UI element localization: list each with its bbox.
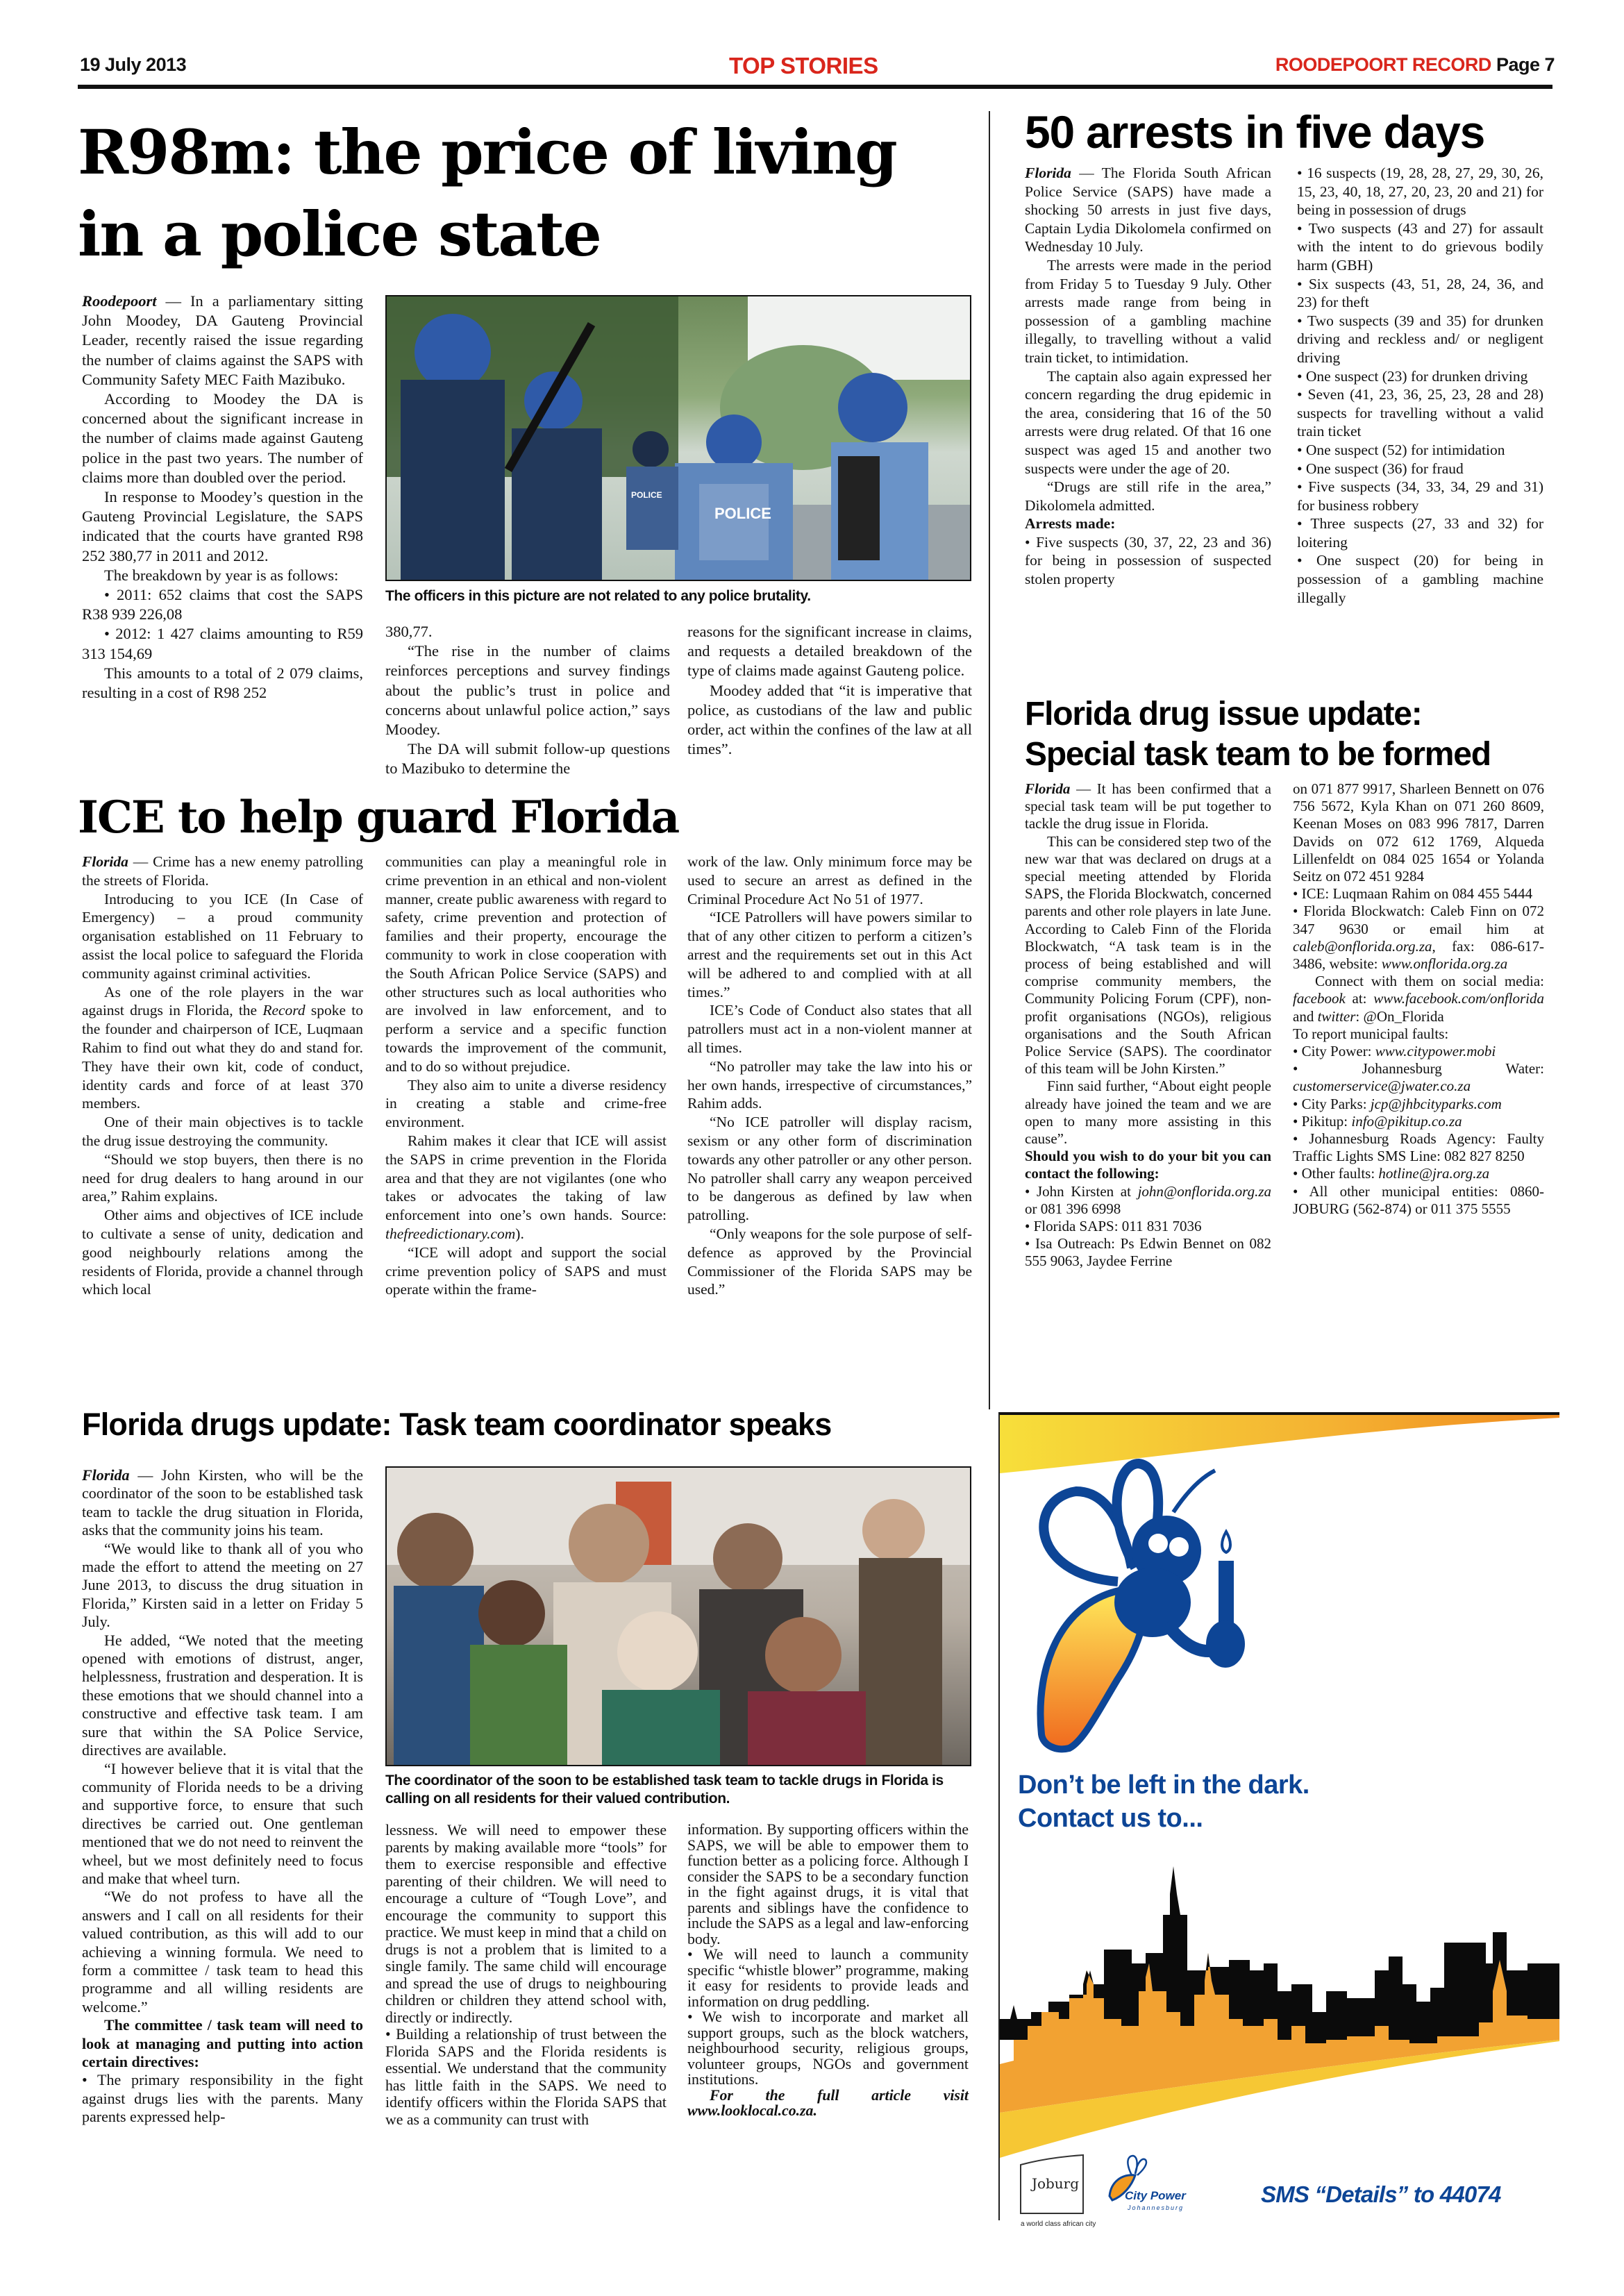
meeting-photo	[385, 1466, 971, 1766]
story3-col2	[385, 853, 667, 1299]
contact-item: • John Kirsten at john@onflorida.org.za or 081 396 6998	[1025, 1182, 1271, 1217]
paragraph: The arrests were made in the period from Friday 5 to Tuesday 9 July. Other arrests made range from being in possession of a gambling machine illegally, to travelling without a valid train ticket, to intimidation.	[1025, 256, 1271, 366]
paragraph: The breakdown by year is as follows:	[104, 566, 339, 584]
website-link[interactable]: www.citypower.mobi	[1375, 1043, 1496, 1060]
paragraph: communities can play a meaningful role in crime prevention in an ethical and non-violent manner, create public awareness with regard to safety, crime prevention and protection of families and their property, encourage the community to work in close cooperation with the South African Police Service (SAPS) and other structures such as local authorities who are involved in law enforcement, and to perform a service and a specific function towards the improvement of the communit, and to do so without prejudice.	[385, 853, 667, 1075]
arrests-heading: Arrests made:	[1025, 515, 1116, 533]
story5-col3	[687, 1822, 969, 2119]
paragraph: work of the law. Only minimum force may be used to secure an arrest as defined in the Criminal Procedure Act No 51 of 1977.	[687, 853, 972, 907]
story2-lead: Florida — The Florida South African Police Service (SAPS) have made a shocking 50 arrests in just five days, Captain Lydia Dikolomela confirmed on Wednesday 10 July.	[1025, 165, 1271, 255]
paragraph: 380,77.	[385, 623, 433, 640]
story2-headline: 50 arrests in five days	[1025, 106, 1485, 158]
dateline: Florida	[82, 853, 128, 870]
fault-item: • City Power: www.citypower.mobi	[1293, 1043, 1496, 1060]
dateline: Florida	[1025, 780, 1071, 797]
social-paragraph: Connect with them on social media: facebook at: www.facebook.com/onflorida and twitter: @On_Florida	[1293, 973, 1544, 1025]
story1-lead: Roodepoort — In a parliamentary sitting John Moodey, DA Gauteng Provincial Leader, recently raised the issue regarding the number of claims against the SAPS with Community Safety MEC Faith Mazibuko.	[82, 292, 363, 388]
fault-item: • Johannesburg Roads Agency: Faulty Traffic Lights SMS Line: 082 827 8250	[1293, 1130, 1544, 1165]
directive-item: • We wish to incorporate and market all support groups, such as the block watchers, neighbourhood security, religious groups, volunteer groups, NGOs and government institutions.	[687, 2009, 969, 2088]
story3-col1	[82, 853, 363, 1299]
paragraph: ICE’s Code of Conduct also states that all patrollers must act in a non-violent manner at all times.	[687, 1002, 972, 1056]
police-photo-caption: The officers in this picture are not related to any police brutality.	[385, 588, 811, 604]
story4-col2	[1293, 780, 1544, 1218]
arrest-item: • Three suspects (27, 33 and 32) for loitering	[1297, 515, 1543, 551]
story1-col2	[385, 622, 670, 779]
joburg-logo: Joburg	[1031, 2175, 1080, 2192]
email-link[interactable]: john@onflorida.org.za	[1137, 1182, 1271, 1200]
fault-item: • Pikitup: info@pikitup.co.za	[1293, 1112, 1462, 1130]
story5-col2	[385, 1822, 667, 2128]
police-officers-illustration	[387, 296, 970, 580]
email-link[interactable]: caleb@onflorida.org.za	[1293, 937, 1432, 955]
arrest-item: • One suspect (36) for fraud	[1297, 460, 1464, 477]
arrest-item: • Two suspects (39 and 35) for drunken driving and reckless and/ or negligent driving	[1297, 312, 1543, 366]
header-rule	[78, 85, 1552, 89]
arrest-item: • Five suspects (34, 33, 34, 29 and 31) for business robbery	[1297, 478, 1543, 514]
story4-headline	[1025, 694, 1491, 775]
story1-col1	[82, 292, 363, 703]
story2-col2	[1297, 164, 1543, 607]
paragraph: They also aim to unite a diverse residency in creating a stable and crime-free environment.	[385, 1076, 667, 1131]
story5-col1	[82, 1466, 363, 2127]
directives-heading: The committee / task team will need to look at managing and putting into action certain directives:	[82, 2016, 363, 2070]
quote: “We would like to thank all of you who made the effort to attend the meeting on 27 June 2013, to discuss the drug situation in Florida,” Kirsten said in a letter on Friday 5 July.	[82, 1539, 363, 1631]
story5-headline: Florida drugs update: Task team coordinator speaks	[82, 1407, 832, 1442]
arrest-item: • Seven (41, 23, 36, 25, 23, 28 and 28) suspects for travelling without a valid train ticket	[1297, 386, 1543, 440]
dateline: Roodepoort	[82, 292, 157, 310]
story4-lead: Florida — It has been confirmed that a special task team will be put together to tackle the drug issue in Florida.	[1025, 780, 1271, 832]
paragraph: lessness. We will need to empower these parents by making available more “tools” for them to exercise responsible and effective parenting of their children. We will need to encourage a culture of “Tough Love”, and encourage the community to support this practice. We must keep in mind that a child on drugs is not a problem that is limited to a single family. The same child will encourage and spread the use of drugs to neighbouring children or children they attend school with, directly or indirectly.	[385, 1822, 667, 2026]
paragraph: This can be considered step two of the new war that was declared on drugs at a special meeting attended by Florida SAPS, the Florida Blockwatch, concerned parents and other role players in late June. According to Caleb Finn of the Florida Blockwatch, “A task team is in the process of being established and will comprise community members, the Community Policing Forum (CPF), non-profit organisations (NGOs), religious organisations and the South African Police Service (SAPS). The coordinator of this team will be John Kirsten.”	[1025, 832, 1271, 1078]
email-link[interactable]: hotline@jra.org.za	[1378, 1165, 1490, 1182]
advert-tagline-line1: Don’t be left in the dark.	[1018, 1770, 1309, 1800]
masthead-right	[1275, 54, 1555, 76]
dateline: Florida	[1025, 165, 1071, 181]
directive-item: • The primary responsibility in the fight against drugs lies with the parents. Many parents expressed help-	[82, 2071, 363, 2126]
quote: “ICE Patrollers will have powers similar to that of any other citizen to perform a citizen’s arrest and the requirements set out in this Act will be adhered to and complied with at all times.”	[687, 909, 972, 1000]
email-link[interactable]: jcp@jhbcityparks.com	[1370, 1095, 1502, 1112]
quote: “No ICE patroller will display racism, sexism or any other form of discrimination towards any other patroller or any other person. No patroller shall carry any weapon perceived to be dangerous as defined by law when patrolling.	[687, 1114, 972, 1224]
sms-call-to-action: SMS “Details” to 44074	[1261, 2181, 1501, 2207]
paragraph: According to Moodey the DA is concerned about the significant increase in the number of claims made against Gauteng police in the past two years. The number of claims more than doubled over the period.	[82, 390, 363, 486]
story4-col1	[1025, 780, 1271, 1271]
facebook-link[interactable]: www.facebook.com/onflorida	[1373, 990, 1544, 1007]
publication-name: ROODEPOORT RECORD	[1275, 54, 1491, 75]
story2-col1	[1025, 164, 1271, 589]
contact-heading: Should you wish to do your bit you can contact the following:	[1025, 1148, 1271, 1182]
fault-item: • City Parks: jcp@jhbcityparks.com	[1293, 1095, 1502, 1112]
paragraph: The DA will submit follow-up questions to Mazibuko to determine the	[385, 740, 670, 778]
city-power-logo	[1104, 2154, 1186, 2217]
paragraph: The captain also again expressed her concern regarding the drug epidemic in the area, considering that 16 of the 50 arrests were drug related. Of that 16 one suspect was aged 15 and another two suspects were under the age of 20.	[1025, 367, 1271, 477]
paragraph: As one of the role players in the war against drugs in Florida, the Record spoke to the founder and chairperson of ICE, Luqmaan Rahim to find out what they do and stand for. They have their own kit, code of conduct, identity cards and force of at least 370 members.	[82, 983, 363, 1112]
story1-headline	[78, 111, 980, 275]
section-label: TOP STORIES	[729, 53, 878, 78]
contact-item: • Florida Blockwatch: Caleb Finn on 072 347 9630 or email him at caleb@onflorida.org.za, fax: 086-617-3486, website: www.onflorida.org.za	[1293, 903, 1544, 973]
full-article-link[interactable]: For the full article visit www.looklocal.co.za.	[687, 2086, 969, 2119]
quote: “No patroller may take the law into his or her own hands, irrespective of circumstances,” Rahim adds.	[687, 1057, 972, 1112]
faults-heading: To report municipal faults:	[1293, 1025, 1449, 1042]
contact-item: on 071 877 9917, Sharleen Bennett on 076 756 5672, Kyla Khan on 071 260 8609, Keenan Moses on 083 996 7817, Darren Davids on 072 612 1769, Alqueda Lillenfeldt on 084 025 1654 or Yolanda Seitz on 072 451 9284	[1293, 780, 1544, 885]
arrest-item: • One suspect (52) for intimidation	[1297, 441, 1505, 458]
city-power-advert	[998, 1412, 1559, 2228]
police-photo	[385, 295, 971, 581]
quote: “Only weapons for the sole purpose of self-defence as approved by the Provincial Commissioner of the Florida SAPS may be used.”	[687, 1225, 972, 1298]
quote: “ICE will adopt and support the social crime prevention policy of SAPS and must operate within the frame-	[385, 1243, 667, 1298]
svg-text:POLICE: POLICE	[714, 505, 771, 522]
quote: “Should we stop buyers, then there is no need for drug dealers to hang around in our area,” Rahim explains.	[82, 1150, 363, 1205]
quote: Moodey added that “it is imperative that police, as custodians of the law and public order, act within the confines of the law at all times”.	[687, 681, 972, 758]
quote: “The rise in the number of claims reinforces perceptions and survey findings about the public’s trust in police and concerns about unlawful police action,” says Moodey.	[385, 642, 670, 739]
arrest-item: • Five suspects (30, 37, 22, 23 and 36) for being in possession of suspected stolen property	[1025, 533, 1271, 588]
story5-lead: Florida — John Kirsten, who will be the coordinator of the soon to be established task team to tackle the drug situation in Florida, asks that the community joins his team.	[82, 1466, 363, 1539]
story1-col3	[687, 622, 972, 759]
story4-headline-line2: Special task team to be formed	[1025, 736, 1491, 773]
column-divider	[989, 111, 990, 1409]
issue-date: 19 July 2013	[80, 54, 187, 75]
joburg-slogan: a world class african city	[1021, 2220, 1096, 2228]
paragraph: Finn said further, “About eight people already have joined the team and we are open to many more assisting in this cause”.	[1025, 1078, 1271, 1148]
bullet: • 2012: 1 427 claims amounting to R59 313 154,69	[82, 625, 363, 662]
fault-item: • All other municipal entities: 0860-JOBURG (562-874) or 011 375 5555	[1293, 1182, 1544, 1217]
arrest-item: • One suspect (23) for drunken driving	[1297, 367, 1528, 385]
paragraph: Rahim makes it clear that ICE will assist the SAPS in crime prevention in the Florida area and that they are not vigilantes (one who takes or advocates the taking of law enforcement into one’s own hands. Source: thefreedictionary.com).	[385, 1132, 667, 1242]
paragraph: reasons for the significant increase in claims, and requests a detailed breakdown of the type of claims made against Gauteng police.	[687, 623, 972, 680]
source-link[interactable]: thefreedictionary.com	[385, 1225, 516, 1242]
contact-item: • ICE: Luqmaan Rahim on 084 455 5444	[1293, 885, 1533, 903]
bullet: • 2011: 652 claims that cost the SAPS R38 939 226,08	[82, 586, 363, 623]
publication-reference: Record	[262, 1002, 305, 1019]
paragraph: This amounts to a total of 2 079 claims, resulting in a cost of R98 252	[82, 664, 363, 702]
city-power-name: City Power	[1125, 2189, 1186, 2202]
story4-headline-line1: Florida drug issue update:	[1025, 696, 1422, 732]
fault-item: • Other faults: hotline@jra.org.za	[1293, 1165, 1490, 1182]
website-link[interactable]: www.onflorida.org.za	[1381, 955, 1508, 973]
arrest-item: • 16 suspects (19, 28, 28, 27, 29, 30, 26, 15, 23, 40, 18, 27, 20, 23, 20 and 21) for being in possession of drugs	[1297, 165, 1543, 219]
quote: “We do not profess to have all the answers and I call on all residents for their valued contribution, as this will add to our achieving a winning formula. We need to form a committee / task team to head this programme and all willing residents are welcome.”	[82, 1888, 363, 2016]
meeting-photo-caption: The coordinator of the soon to be established task team to tackle drugs in Florida is calling on all residents for their valued contribution.	[385, 1773, 944, 1807]
fault-item: • Johannesburg Water: customerservice@jwater.co.za	[1293, 1060, 1544, 1095]
paragraph: Other aims and objectives of ICE include to cultivate a sense of unity, dedication and good neighbourly relations among the residents of Florida, provide a channel through which local	[82, 1207, 363, 1298]
dateline: Florida	[82, 1466, 130, 1484]
paragraph: In response to Moodey’s question in the Gauteng Provincial Legislature, the SAPS indicated that the courts have granted R98 252 380,77 in 2011 and 2012.	[82, 488, 363, 564]
directive-item: • Building a relationship of trust between the Florida SAPS and the Florida residents is essential. We understand that the community has little faith in the SAPS. We need to identify officers within the Florida SAPS that we as a community can trust with	[385, 2026, 667, 2128]
community-meeting-illustration	[387, 1468, 970, 1765]
arrest-item: • Six suspects (43, 51, 28, 24, 36, and 23) for theft	[1297, 275, 1543, 311]
story3-lead: Florida — Crime has a new enemy patrolling the streets of Florida.	[82, 853, 363, 889]
arrest-item: • Two suspects (43 and 27) for assault with the intent to do grievous bodily harm (GBH)	[1297, 219, 1543, 274]
story3-col3	[687, 853, 972, 1299]
city-power-sub: Johannesburg	[1128, 2204, 1184, 2211]
quote: “Drugs are still rife in the area,” Dikolomela admitted.	[1025, 478, 1271, 514]
paragraph: He added, “We noted that the meeting opened with emotions of distrust, anger, helplessness, frustration and desperation. It is these emotions that we should channel into a constructive and effective task team. I am sure that within the SA Police Service, directives are available.	[82, 1631, 363, 1759]
story1-headline-line1: R98m: the price of living	[78, 116, 896, 188]
contact-item: • Florida SAPS: 011 831 7036	[1025, 1218, 1202, 1235]
story1-headline-line2: in a police state	[78, 198, 601, 270]
directive-item: • We will need to launch a community specific “whistle blower” programme, making it easy for residents to provide leads and information on drug peddling.	[687, 1946, 969, 2010]
contact-item: • Isa Outreach: Ps Edwin Bennet on 082 555 9063, Jaydee Ferrine	[1025, 1235, 1271, 1270]
page-number: Page 7	[1496, 54, 1555, 75]
paragraph: Introducing to you ICE (In Case of Emergency) – a proud community organisation established on 11 February to assist the local police to safeguard the Florida community against criminal activities.	[82, 890, 363, 982]
paragraph: One of their main objectives is to tackle the drug issue destroying the community.	[82, 1114, 363, 1149]
advert-tagline-line2: Contact us to...	[1018, 1804, 1203, 1833]
quote: “I however believe that it is vital that the community of Florida needs to be a driving and supportive force, to ensure that such directives be carried out. One gentleman mentioned that we do not need to reinvent the wheel, but we most definitely need to focus and make that wheel turn.	[82, 1759, 363, 1887]
paragraph: information. By supporting officers within the SAPS, we will be able to empower them to function better as a policing force. Although I consider the SAPS to be a secondary function in the fight against drugs, it is vital that parents and siblings have the confidence to include the SAPS as a legal and law-enforcing body.	[687, 1821, 969, 1947]
story3-headline: ICE to help guard Florida	[78, 791, 679, 844]
email-link[interactable]: customerservice@jwater.co.za	[1293, 1078, 1471, 1095]
arrest-item: • One suspect (20) for being in possession of a gambling machine illegally	[1297, 552, 1543, 606]
svg-text:POLICE: POLICE	[631, 490, 662, 500]
email-link[interactable]: info@pikitup.co.za	[1351, 1112, 1462, 1130]
